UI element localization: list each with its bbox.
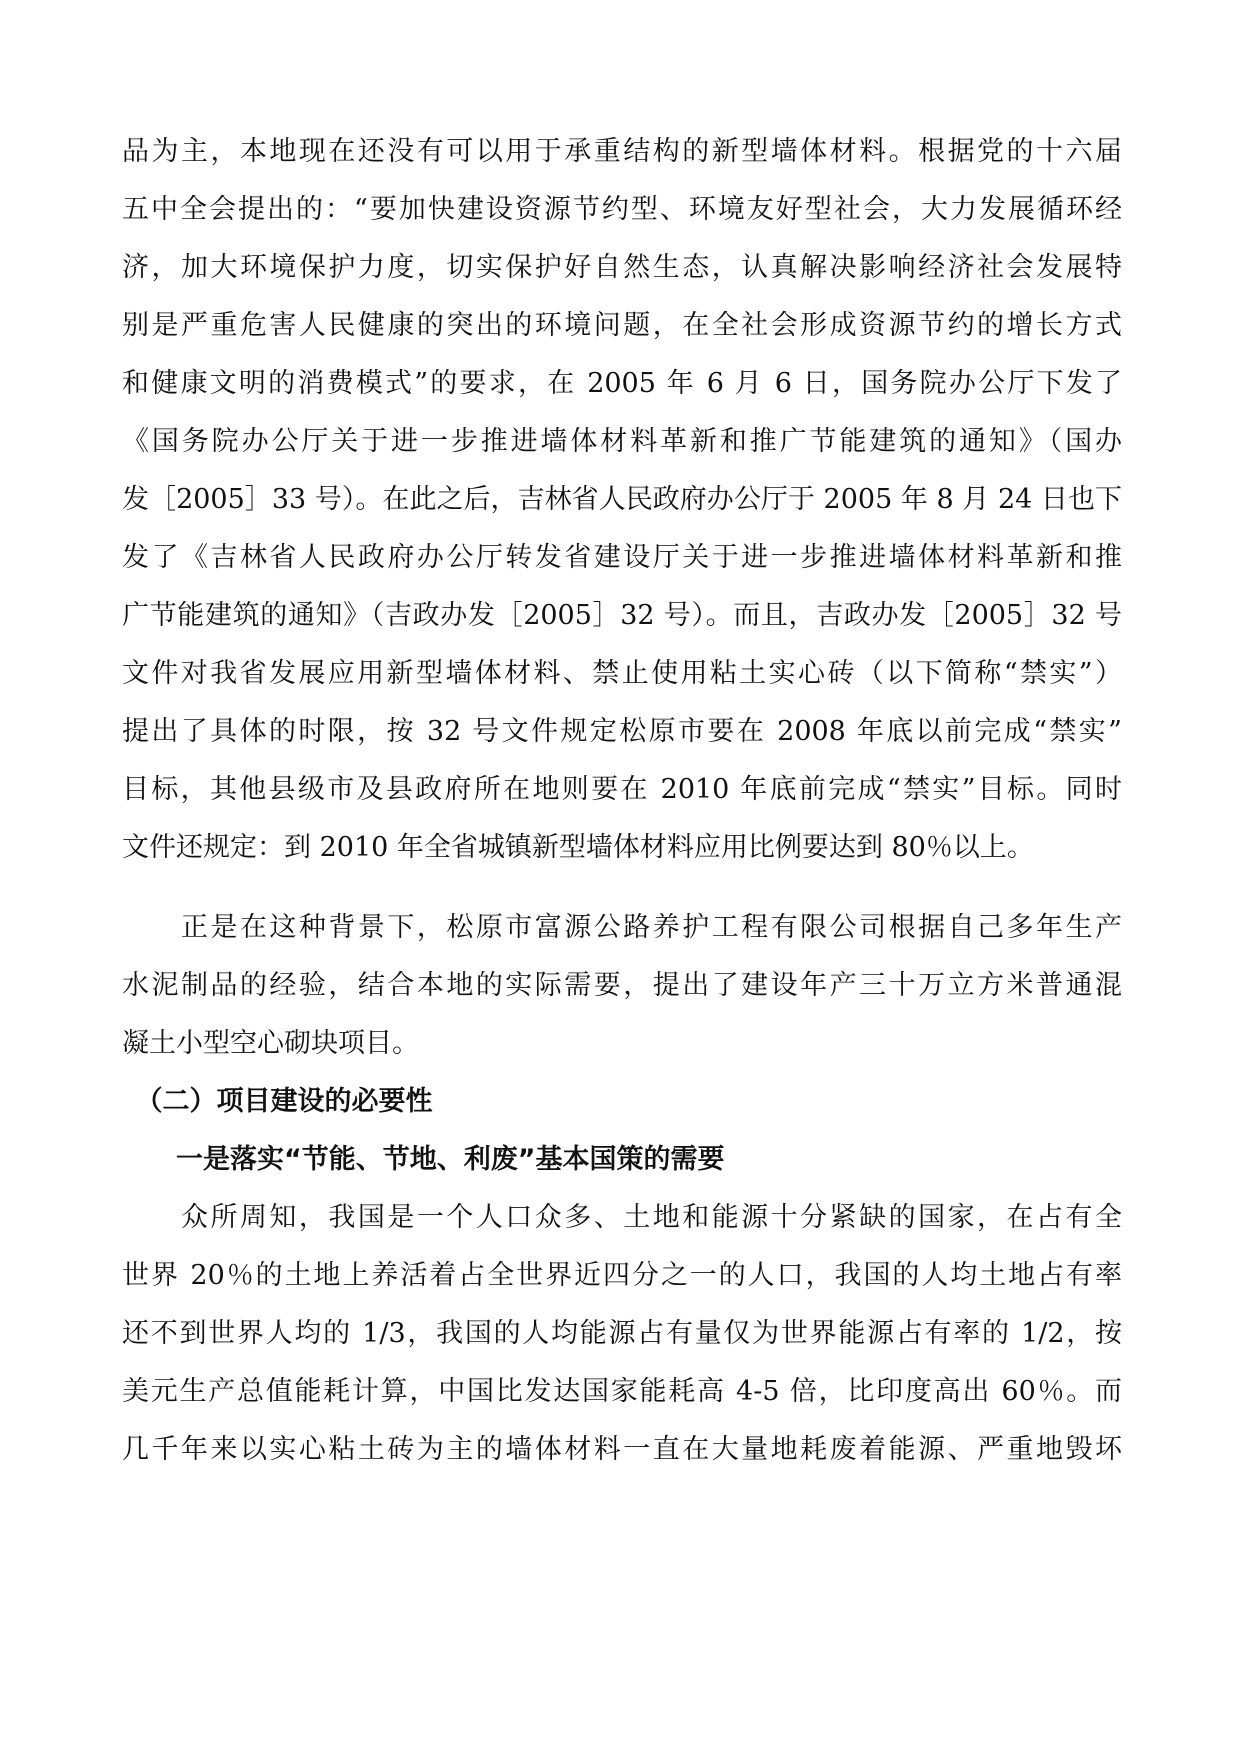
body-text-line: 发了《吉林省人民政府办公厅转发省建设厅关于进一步推进墙体材料革新和推 [122, 542, 1122, 573]
body-text-line: 凝土小型空心砌块项目。 [122, 1028, 419, 1059]
body-text-line: 和健康文明的消费模式”的要求，在 2005 年 6 月 6 日，国务院办公厅下发了 [122, 368, 1122, 399]
body-text-line: 广节能建筑的通知》（吉政办发［2005］32 号）。而且，吉政办发［2005］32 号 [122, 600, 1122, 631]
body-text-line: 正是在这种背景下，松原市富源公路养护工程有限公司根据自己多年生产 [122, 912, 1122, 943]
subsection-heading: 一是落实“节能、节地、利废”基本国策的需要 [122, 1144, 725, 1175]
body-text-line: 发［2005］33 号）。在此之后，吉林省人民政府办公厅于 2005 年 8 月 24 日也下 [122, 484, 1122, 515]
body-text-line: 文件还规定：到 2010 年全省城镇新型墙体材料应用比例要达到 80％以上。 [122, 832, 1034, 863]
body-text-line: 别是严重危害人民健康的突出的环境问题，在全社会形成资源节约的增长方式 [122, 310, 1122, 341]
body-text-line: 众所周知，我国是一个人口众多、土地和能源十分紧缺的国家，在占有全 [122, 1202, 1122, 1233]
body-text-line: 几千年来以实心粘土砖为主的墙体材料一直在大量地耗废着能源、严重地毁坏 [122, 1434, 1122, 1465]
section-heading: （二）项目建设的必要性 [122, 1086, 433, 1117]
body-text-line: 世界 20％的土地上养活着占全世界近四分之一的人口，我国的人均土地占有率 [122, 1260, 1122, 1291]
body-text-line: 品为主，本地现在还没有可以用于承重结构的新型墙体材料。根据党的十六届 [122, 136, 1122, 167]
body-text-line: 提出了具体的时限，按 32 号文件规定松原市要在 2008 年底以前完成“禁实” [122, 716, 1122, 747]
body-text-line: 《国务院办公厅关于进一步推进墙体材料革新和推广节能建筑的通知》（国办 [122, 426, 1122, 457]
body-text-line: 水泥制品的经验，结合本地的实际需要，提出了建设年产三十万立方米普通混 [122, 970, 1122, 1001]
body-text-line: 美元生产总值能耗计算，中国比发达国家能耗高 4-5 倍，比印度高出 60％。而 [122, 1376, 1122, 1407]
body-text-line: 还不到世界人均的 1/3，我国的人均能源占有量仅为世界能源占有率的 1/2，按 [122, 1318, 1122, 1349]
body-text-line: 济，加大环境保护力度，切实保护好自然生态，认真解决影响经济社会发展特 [122, 252, 1122, 283]
body-text-line: 文件对我省发展应用新型墙体材料、禁止使用粘土实心砖（以下简称“禁实”） [122, 658, 1122, 689]
body-text-line: 五中全会提出的：“要加快建设资源节约型、环境友好型社会，大力发展循环经 [122, 194, 1122, 225]
body-text-line: 目标，其他县级市及县政府所在地则要在 2010 年底前完成“禁实”目标。同时 [122, 774, 1122, 805]
